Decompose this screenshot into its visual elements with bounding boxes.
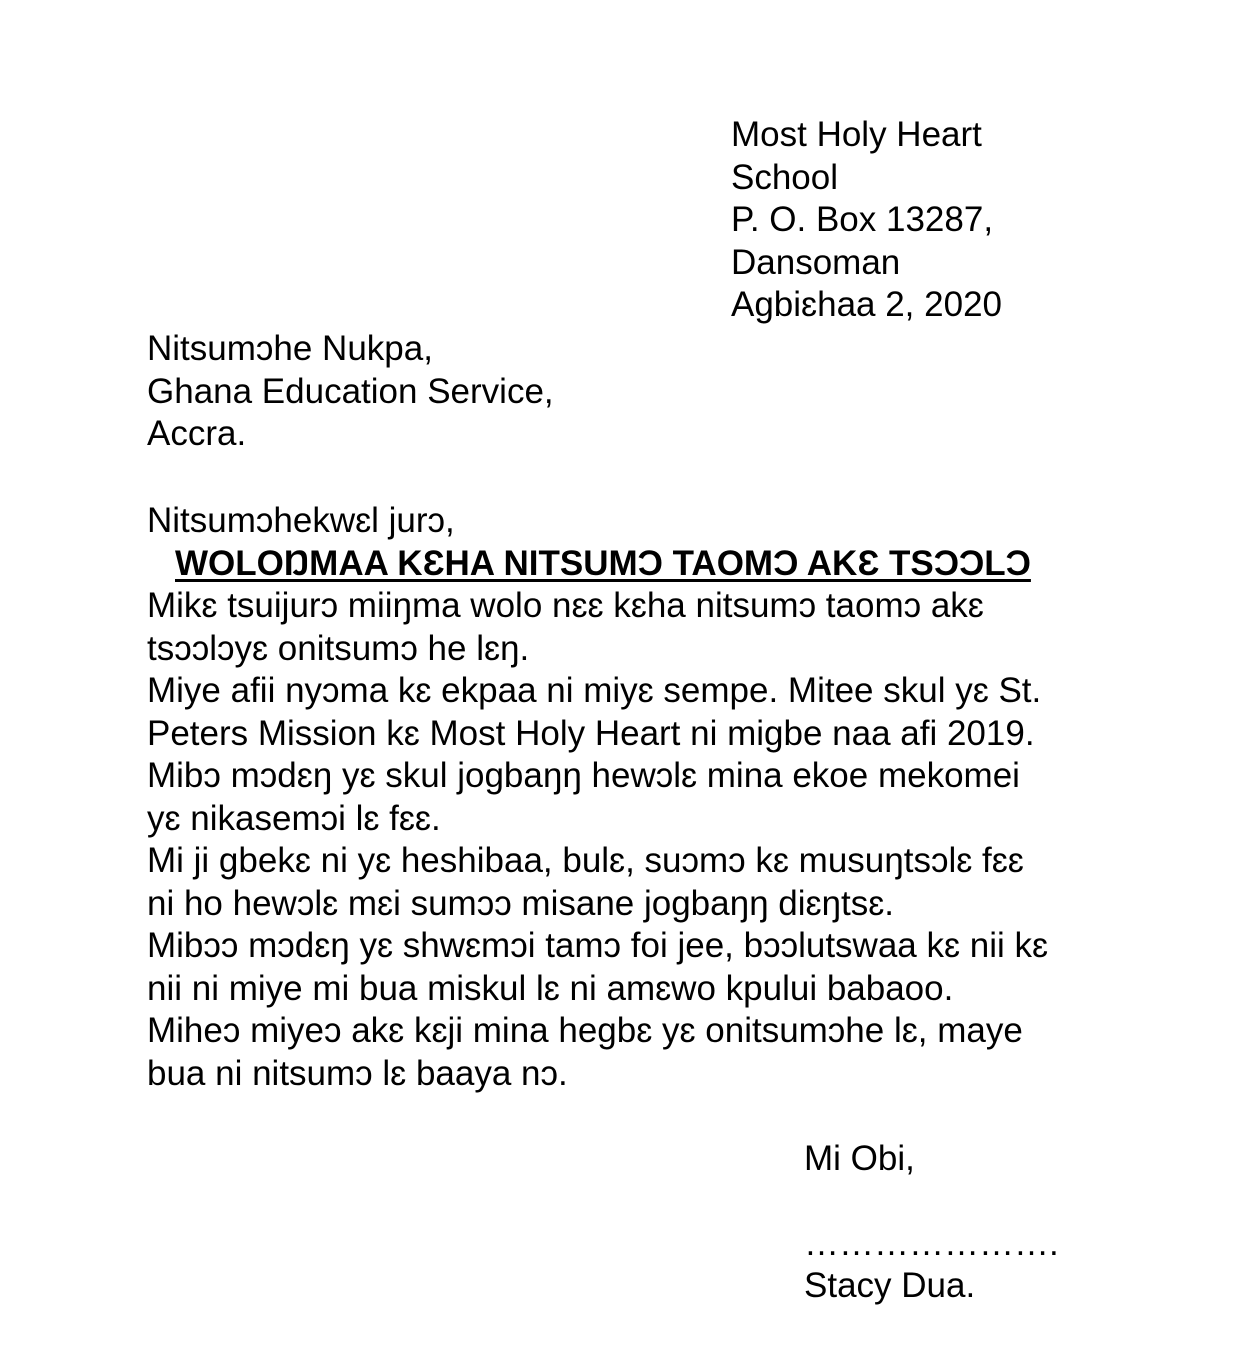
body-line: Mikɛ tsuijurɔ miiŋma wolo nɛɛ kɛha nitsumɔ taomɔ akɛ <box>147 586 984 625</box>
letter-heading: WOLOŊMAA KƐHA NITSUMƆ TAOMƆ AKƐ TSƆƆLƆ <box>175 543 1031 583</box>
signature-space <box>804 1181 1059 1223</box>
body-line: tsɔɔlɔyɛ onitsumɔ he lɛŋ. <box>147 628 530 668</box>
sender-address-line: P. O. Box 13287, <box>731 200 994 239</box>
recipient-address-line: Accra. <box>147 414 247 453</box>
recipient-address-line: Ghana Education Service, <box>147 371 554 411</box>
sender-address <box>731 114 1002 327</box>
body-line: Miye afii nyɔma kɛ ekpaa ni miyɛ sempe. Mitee skul yɛ St. <box>147 671 1042 710</box>
body-line: Miheɔ miyeɔ akɛ kɛji mina hegbɛ yɛ onitsumɔhe lɛ, maye <box>147 1011 1023 1050</box>
body-line: Mi ji gbekɛ ni yɛ heshibaa, bulɛ, suɔmɔ kɛ musuŋtsɔlɛ fɛɛ <box>147 841 1024 880</box>
letter-date: Agbiɛhaa 2, 2020 <box>731 285 1002 324</box>
body-line: Mibɔɔ mɔdɛŋ yɛ shwɛmɔi tamɔ foi jee, bɔɔlutswaa kɛ nii kɛ <box>147 926 1049 965</box>
letter-body <box>147 500 1107 1095</box>
body-line: yɛ nikasemɔi lɛ fɛɛ. <box>147 798 441 838</box>
body-line: Peters Mission kɛ Most Holy Heart ni migbe naa afi 2019. <box>147 713 1035 753</box>
body-line: bua ni nitsumɔ lɛ baaya nɔ. <box>147 1053 568 1093</box>
valediction: Mi Obi, <box>804 1139 915 1178</box>
sender-address-line: Dansoman <box>731 242 901 282</box>
sender-address-line: School <box>731 157 839 197</box>
signature-line: …………………. <box>804 1223 1059 1263</box>
body-line: ni ho hewɔlɛ mɛi sumɔɔ misane jogbaŋŋ diɛŋtsɛ. <box>147 883 895 923</box>
salutation: Nitsumɔhekwɛl jurɔ, <box>147 501 455 540</box>
letter-closing <box>804 1138 1059 1308</box>
body-line: nii ni miye mi bua miskul lɛ ni amɛwo kpului babaoo. <box>147 968 954 1008</box>
recipient-address <box>147 328 554 456</box>
body-line: Mibɔ mɔdɛŋ yɛ skul jogbaŋŋ hewɔlɛ mina ekoe mekomei <box>147 756 1020 795</box>
recipient-address-line: Nitsumɔhe Nukpa, <box>147 329 433 368</box>
sender-address-line: Most Holy Heart <box>731 115 982 154</box>
signatory-name: Stacy Dua. <box>804 1266 976 1305</box>
